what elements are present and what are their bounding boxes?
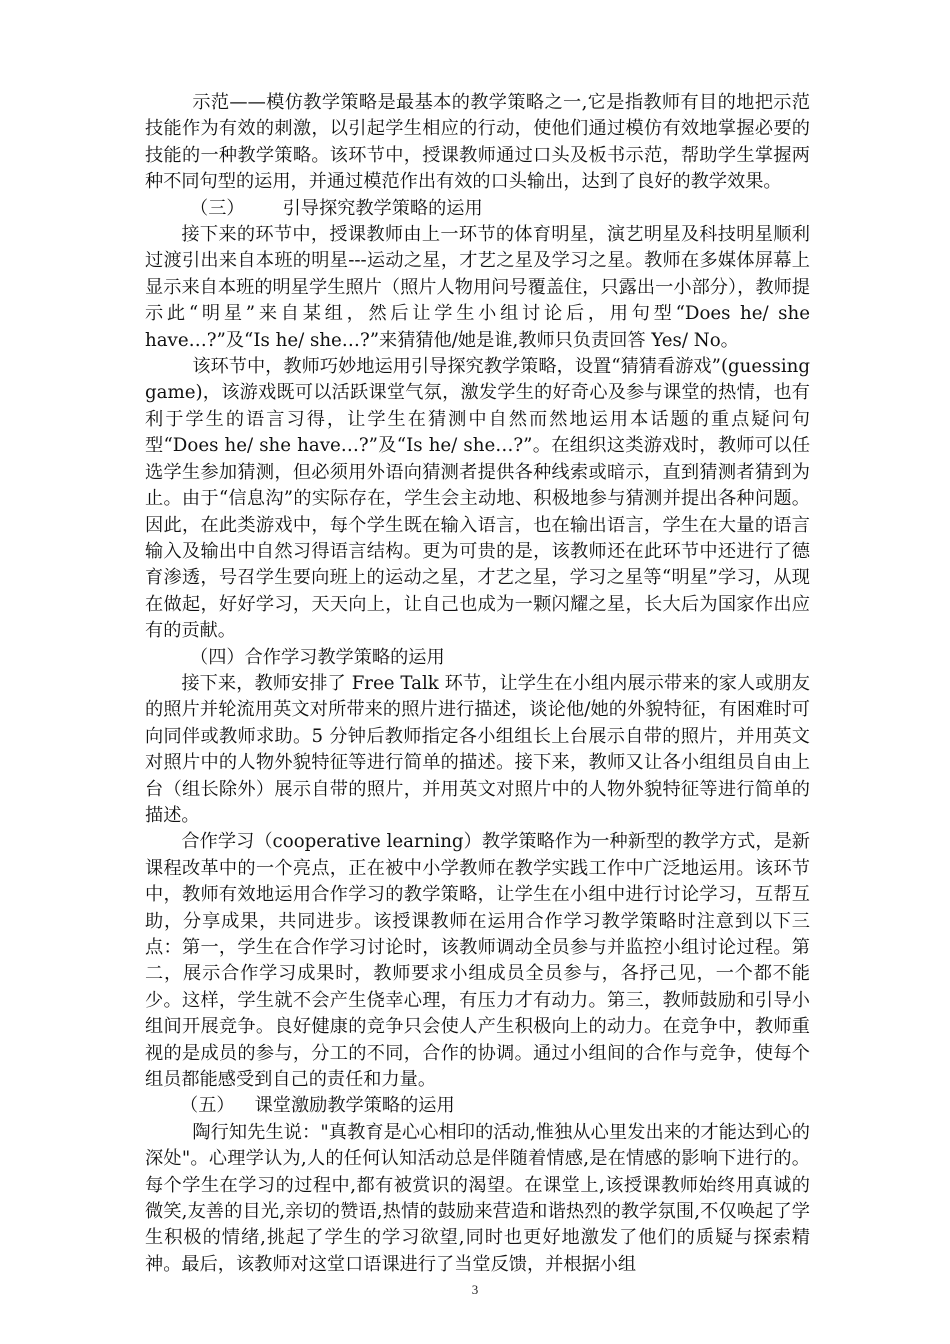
paragraph-guessing-game: 该环节中，教师巧妙地运用引导探究教学策略，设置“猜猜看游戏”(guessing game)，该游戏既可以活跃课堂气氛，激发学生的好奇心及参与课堂的热情，也有利于学生的语言习得，让学生在猜测中自然而然地运用本话题的重点疑问句型“Does he/ she have…?”及“Is he/ she…?”。在组织这类游戏时，教师可以任选学生参加猜测，但必须用外语向猜测者提供各种线索或暗示，直到猜测者猜到为止。由于“信息沟”的实际存在，学生会主动地、积极地参与猜测并提出各种问题。因此，在此类游戏中，每个学生既在输入语言，也在输出语言，学生在大量的语言输入及输出中自然习得语言结构。更为可贵的是，该教师还在此环节中还进行了德育渗透，号召学生要向班上的运动之星，才艺之星，学习之星等“明星”学习，从现在做起，好好学习，天天向上，让自己也成为一颗闪耀之星，长大后为国家作出应有的贡献。 [145,356,810,642]
page-number: 3 [471,1282,479,1297]
paragraph-modeling-strategy: 示范——模仿教学策略是最基本的教学策略之一,它是指教师有目的地把示范技能作为有效的刺激，以引起学生相应的行动，使他们通过模仿有效地掌握必要的技能的一种教学策略。该环节中，授课教师通过口头及板书示范，帮助学生掌握两种不同句型的运用，并通过模范作出有效的口头输出，达到了良好的教学效果。 [145,92,810,193]
document-body [145,90,810,1278]
section-number: （五） [180,1095,235,1117]
section-title: 引导探究教学策略的运用 [282,197,483,219]
paragraph-guessing-intro: 接下来的环节中，授课教师由上一环节的体育明星，演艺明星及科技明星顺利过渡引出来自本班的明星---运动之星，才艺之星及学习之星。教师在多媒体屏幕上显示来自本班的明星学生照片（照片人物用问号覆盖住，只露出一小部分），教师提示此“明星”来自某组，然后让学生小组讨论后，用句型“Does he/ she have…?”及“Is he/ she…?”来猜猜他/她是谁,教师只负责回答 Yes/ No。 [145,224,810,351]
paragraph-motivation: 陶行知先生说："真教育是心心相印的活动,惟独从心里发出来的才能达到心的深处"。心理学认为,人的任何认知活动总是伴随着情感,是在情感的影响下进行的。每个学生在学习的过程中,都有被赏识的渴望。在课堂上,该授课教师始终用真诚的微笑,友善的目光,亲切的赞语,热情的鼓励来营造和谐热烈的教学氛围,不仅唤起了学生积极的情绪,挑起了学生的学习欲望,同时也更好地激发了他们的质疑与探索精神。最后，该教师对这堂口语课进行了当堂反馈，并根据小组 [145,1121,810,1275]
section-heading-3 [145,196,810,222]
section-number: （三） [190,197,245,219]
section-heading-4: （四）合作学习教学策略的运用 [190,646,445,668]
paragraph-cooperative-learning: 合作学习（cooperative learning）教学策略作为一种新型的教学方式，是新课程改革中的一个亮点，正在被中小学教师在教学实践工作中广泛地运用。该环节中，教师有效地运用合作学习的教学策略，让学生在小组中进行讨论学习，互帮互助，分享成果，共同进步。该授课教师在运用合作学习教学策略时注意到以下三点：第一，学生在合作学习讨论时，该教师调动全员参与并监控小组讨论过程。第二，展示合作学习成果时，教师要求小组成员全员参与，各抒己见，一个都不能少。这样，学生就不会产生侥幸心理，有压力才有动力。第三，教师鼓励和引导小组间开展竞争。良好健康的竞争只会使人产生积极向上的动力。在竞争中，教师重视的是成员的参与，分工的不同，合作的协调。通过小组间的合作与竞争，使每个组员都能感受到自己的责任和力量。 [145,831,810,1091]
paragraph-free-talk: 接下来，教师安排了 Free Talk 环节，让学生在小组内展示带来的家人或朋友的照片并轮流用英文对所带来的照片进行描述，谈论他/她的外貌特征，有困难时可向同伴或教师求助。5 分钟后教师指定各小组组长上台展示自带的照片，并用英文对照片中的人物外貌特征等进行简单的描述。接下来，教师又让各小组组员自由上台（组长除外）展示自带的照片，并用英文对照片中的人物外貌特征等进行简单的描述。 [145,672,810,826]
section-title: 课堂激励教学策略的运用 [254,1095,455,1117]
section-heading-5 [145,1093,810,1119]
